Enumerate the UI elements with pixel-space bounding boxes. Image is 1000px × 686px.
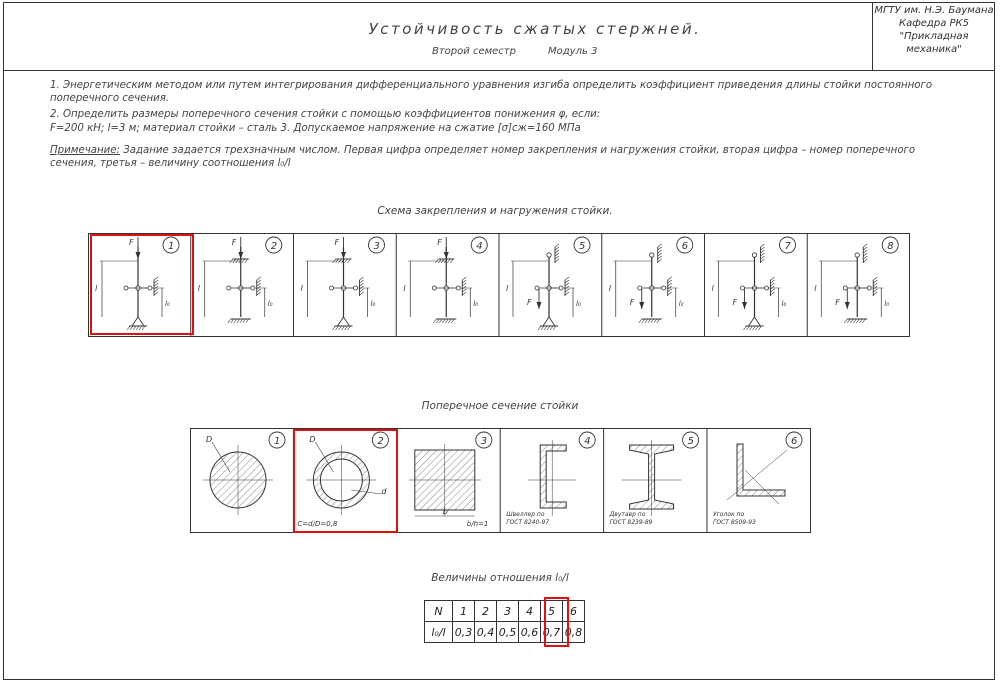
scheme-5: [499, 233, 590, 337]
scheme-number-5: 5: [579, 241, 586, 252]
selected-scheme-highlight: [90, 234, 194, 335]
label-d: d: [381, 487, 387, 496]
header-stamp-divider: [872, 2, 873, 70]
wall-hatch: [360, 289, 364, 292]
wall-hatch: [565, 292, 569, 295]
fixed-hatch: [237, 319, 240, 323]
wall-hatch: [771, 283, 775, 286]
wall-hatch: [761, 250, 765, 253]
scheme-number-8: 8: [887, 241, 894, 252]
wall-hatch: [257, 289, 261, 292]
wall-hatch: [668, 280, 672, 283]
university-stamp: [874, 4, 994, 56]
wall-hatch: [565, 277, 569, 280]
pin-hatch: [750, 326, 753, 330]
side-support: [257, 277, 261, 296]
wall-hatch: [565, 286, 569, 289]
note-text: Задание задается трехзначным числом. Первая цифра определяет номер закрепления и нагружения стойки, вторая цифра – номер поперечного сечения, третья – величину соотношения l₀/l: [50, 145, 916, 169]
fixed-hatch: [246, 319, 249, 323]
ratio-head-6: 6: [563, 601, 585, 622]
fixed-hatch: [240, 319, 243, 323]
left-hinge: [741, 286, 745, 290]
side-support: [360, 277, 364, 296]
force-arrow-head: [238, 252, 243, 259]
top-support: [761, 244, 765, 263]
wall-hatch: [873, 283, 877, 286]
wall-hatch: [555, 253, 559, 256]
pin-hatch: [756, 326, 759, 330]
scheme-4: [396, 233, 487, 337]
wall-hatch: [360, 283, 364, 286]
wall-hatch: [658, 247, 662, 250]
force-arrow-head: [639, 302, 644, 309]
wall-hatch: [658, 253, 662, 256]
wall-hatch: [555, 244, 559, 247]
ground-hatch: [447, 259, 450, 263]
wall-hatch: [668, 292, 672, 295]
ground-hatch: [348, 259, 351, 263]
force-label: F: [231, 238, 237, 247]
ratio-head-2: 2: [475, 601, 497, 622]
pin-hatch: [544, 326, 547, 330]
angle-shape: [737, 444, 785, 496]
wall-hatch: [863, 250, 867, 253]
ratio-value-3: 0,5: [497, 622, 519, 643]
university-line-2: Кафедра РК5: [899, 18, 969, 29]
semester-label: Второй семестр: [432, 46, 516, 57]
rect-note: b/h=1: [466, 520, 489, 528]
fixed-hatch: [642, 319, 645, 323]
left-hinge: [227, 286, 231, 290]
ground-hatch: [245, 259, 248, 263]
channel-shape: [540, 445, 566, 508]
side-support: [873, 277, 877, 296]
ratio-value-6: 0,8: [563, 622, 585, 643]
pin-hatch: [553, 326, 556, 330]
dim-l-label: l: [506, 284, 509, 293]
wall-hatch: [462, 277, 466, 280]
dim-l0-label: l₀: [473, 300, 479, 308]
fixed-hatch: [657, 319, 660, 323]
wall-hatch: [668, 286, 672, 289]
scheme-number-4: 4: [476, 241, 483, 252]
fixed-hatch: [847, 319, 850, 323]
wall-hatch: [360, 286, 364, 289]
force-label: F: [732, 298, 738, 307]
wall-hatch: [555, 247, 559, 250]
label-D: D: [206, 435, 213, 444]
wall-hatch: [873, 286, 877, 289]
ibeam-note-2: ГОСТ 8239-89: [609, 519, 653, 526]
note-label: Примечание:: [50, 145, 120, 156]
university-line-1: МГТУ им. Н.Э. Баумана: [874, 5, 994, 16]
fixed-hatch: [231, 319, 234, 323]
fixed-hatch: [433, 319, 436, 323]
ground-hatch: [242, 259, 245, 263]
sections-caption: Поперечное сечение стойки: [421, 400, 579, 412]
ratio-head-5: 5: [541, 601, 563, 622]
bottom-pin: [538, 317, 558, 330]
wall-hatch: [565, 283, 569, 286]
dim-l-label: l: [300, 284, 303, 293]
task-item-1: 1. Энергетическим методом или путем интегрирования дифференциального уравнения изгиба определить коэффициент приведения длины стойки постоянного поперечного сечения.: [50, 80, 933, 104]
dim-l0-label: l₀: [678, 300, 684, 308]
wall-hatch: [555, 259, 559, 262]
section-number-2: 2: [377, 436, 384, 447]
wall-hatch: [257, 280, 261, 283]
ground-hatch: [450, 259, 453, 263]
wall-hatch: [658, 250, 662, 253]
side-support: [565, 277, 569, 296]
university-line-3: "Прикладная механика": [899, 31, 969, 55]
wall-hatch: [565, 280, 569, 283]
side-support: [462, 277, 466, 296]
task-item-2: 2. Определить размеры поперечного сечения стойки с помощью коэффициентов понижения φ, если:: [50, 109, 601, 120]
scheme-number-1: 1: [168, 241, 175, 252]
wall-hatch: [462, 292, 466, 295]
fixed-hatch: [451, 319, 454, 323]
wall-hatch: [863, 253, 867, 256]
right-hinge: [251, 286, 255, 290]
wall-hatch: [668, 283, 672, 286]
pin-hatch: [541, 326, 544, 330]
cross-sections-strip: [190, 428, 812, 533]
fixed-hatch: [639, 319, 642, 323]
pin-hatch: [747, 326, 750, 330]
ratio-value-label: l₀/l: [425, 622, 453, 643]
wall-hatch: [761, 244, 765, 247]
wall-hatch: [771, 277, 775, 280]
pin-hatch: [759, 326, 762, 330]
pin-hatch: [333, 326, 336, 330]
section-number-6: 6: [791, 436, 798, 447]
section-1: [203, 432, 285, 515]
scheme-8: [807, 233, 898, 337]
angle-note-1: Уголок по: [713, 511, 745, 518]
wall-hatch: [771, 286, 775, 289]
selected-ratio-highlight: [544, 597, 569, 647]
section-6: [707, 428, 802, 533]
wall-hatch: [462, 289, 466, 292]
force-label: F: [835, 298, 840, 307]
wall-hatch: [761, 259, 765, 262]
top-hinge: [650, 253, 654, 257]
channel-note-2: ГОСТ 8240-97: [506, 519, 550, 526]
left-hinge: [843, 286, 847, 290]
force-label: F: [437, 238, 442, 247]
wall-hatch: [565, 289, 569, 292]
fixed-hatch: [243, 319, 246, 323]
wall-hatch: [863, 259, 867, 262]
module-label: Модуль 3: [548, 46, 598, 57]
pin-hatch: [547, 326, 550, 330]
fixed-hatch: [862, 319, 865, 323]
wall-hatch: [873, 289, 877, 292]
right-hinge: [867, 286, 871, 290]
pin-triangle: [749, 317, 761, 326]
right-hinge: [559, 286, 563, 290]
fixed-hatch: [648, 319, 651, 323]
wall-hatch: [555, 256, 559, 259]
section-4: [500, 428, 595, 533]
fixed-hatch: [234, 319, 237, 323]
pin-hatch: [336, 326, 339, 330]
top-support: [658, 244, 662, 263]
fixed-hatch: [645, 319, 648, 323]
axis-diag-2: [745, 470, 779, 504]
ratio-value-4: 0,6: [519, 622, 541, 643]
task-item-2-values: F=200 кН; l=3 м; материал стойки – сталь 3. Допускаемое напряжение на сжатие [σ]сж=160 МПа: [50, 123, 581, 134]
wall-hatch: [658, 259, 662, 262]
dim-l0-label: l₀: [267, 300, 273, 308]
wall-hatch: [462, 283, 466, 286]
pin-hatch: [348, 326, 351, 330]
wall-hatch: [771, 292, 775, 295]
force-arrow-head: [742, 302, 747, 309]
wall-hatch: [761, 256, 765, 259]
dim-l0-label: l₀: [576, 300, 581, 308]
ratio-head-4: 4: [519, 601, 541, 622]
fixed-hatch: [436, 319, 439, 323]
dim-l-label: l: [95, 284, 98, 293]
ratio-head-n: N: [425, 601, 453, 622]
right-hinge: [456, 286, 460, 290]
pin-hatch: [744, 326, 747, 330]
fixed-hatch: [850, 319, 853, 323]
dim-l-label: l: [608, 284, 611, 293]
section-3: [397, 428, 492, 533]
wall-hatch: [462, 280, 466, 283]
bottom-pin: [744, 317, 764, 330]
dim-l-label: l: [814, 284, 817, 293]
scheme-7: [705, 233, 796, 337]
side-support: [771, 277, 775, 296]
section-number-1: 1: [274, 436, 281, 447]
scheme-6: [602, 233, 693, 337]
left-hinge: [535, 286, 539, 290]
right-hinge: [354, 286, 358, 290]
pin-hatch: [345, 326, 348, 330]
pin-hatch: [753, 326, 756, 330]
wall-hatch: [761, 253, 765, 256]
wall-hatch: [257, 277, 261, 280]
left-hinge: [638, 286, 642, 290]
wall-hatch: [771, 289, 775, 292]
wall-hatch: [668, 277, 672, 280]
wall-hatch: [873, 280, 877, 283]
top-hinge: [547, 253, 551, 257]
fixed-hatch: [442, 319, 445, 323]
ratio-value-1: 0,3: [453, 622, 475, 643]
wall-hatch: [658, 244, 662, 247]
scheme-number-7: 7: [784, 241, 791, 252]
wall-hatch: [771, 280, 775, 283]
section-number-4: 4: [584, 436, 591, 447]
fixed-hatch: [228, 319, 231, 323]
scheme-3: [294, 233, 385, 337]
left-hinge: [330, 286, 334, 290]
header-divider: [3, 70, 995, 71]
ring-note: C=d/D=0,8: [297, 520, 338, 528]
label-b: b: [442, 507, 448, 516]
wall-hatch: [360, 277, 364, 280]
sheet-title: Устойчивость сжатых стержней.: [368, 20, 702, 38]
force-label: F: [129, 238, 134, 247]
selected-section-highlight: [293, 429, 398, 533]
wall-hatch: [257, 283, 261, 286]
wall-hatch: [863, 244, 867, 247]
ibeam-note-1: Двутавр по: [609, 511, 646, 518]
pin-hatch: [342, 326, 345, 330]
dim-l0-label: l₀: [165, 300, 170, 308]
task-note: [50, 145, 965, 170]
right-hinge: [662, 286, 666, 290]
force-label: F: [334, 238, 340, 247]
scheme-caption: Схема закрепления и нагружения стойки.: [377, 205, 613, 217]
force-arrow-head: [341, 252, 346, 259]
pin-hatch: [550, 326, 553, 330]
wall-hatch: [257, 292, 261, 295]
scheme-2: [191, 233, 282, 337]
section-number-5: 5: [687, 436, 694, 447]
top-support: [555, 244, 559, 263]
fixed-hatch: [651, 319, 654, 323]
fixed-hatch: [859, 319, 862, 323]
pin-hatch: [538, 326, 541, 330]
ratio-head-3: 3: [497, 601, 519, 622]
label-D: D: [309, 435, 316, 444]
wall-hatch: [863, 256, 867, 259]
ratio-head-1: 1: [453, 601, 475, 622]
pin-triangle: [543, 317, 555, 326]
fixed-hatch: [448, 319, 451, 323]
pin-hatch: [339, 326, 342, 330]
ground-hatch: [345, 259, 348, 263]
top-support: [863, 244, 867, 263]
scheme-number-6: 6: [681, 241, 689, 252]
angle-note-2: ГОСТ 8509-93: [713, 519, 756, 526]
fixed-hatch: [654, 319, 657, 323]
wall-hatch: [761, 247, 765, 250]
force-label: F: [527, 298, 532, 307]
wall-hatch: [668, 289, 672, 292]
fixed-hatch: [439, 319, 442, 323]
wall-hatch: [658, 256, 662, 259]
fixed-hatch: [856, 319, 859, 323]
force-label: F: [629, 298, 635, 307]
wall-hatch: [257, 286, 261, 289]
wall-hatch: [873, 277, 877, 280]
dim-l-label: l: [197, 284, 200, 293]
wall-hatch: [360, 280, 364, 283]
ratio-caption: Величины отношения l₀/l: [431, 572, 569, 584]
side-support: [668, 277, 672, 296]
section-5: [604, 428, 699, 533]
dim-l-label: l: [403, 284, 406, 293]
dim-l-label: l: [711, 284, 714, 293]
scheme-number-2: 2: [270, 241, 278, 252]
ratio-value-5: 0,7: [541, 622, 563, 643]
support-schemes-strip: [88, 233, 910, 337]
fixed-hatch: [445, 319, 448, 323]
top-hinge: [855, 253, 859, 257]
wall-hatch: [462, 286, 466, 289]
channel-note-1: Швеллер по: [506, 511, 545, 518]
right-hinge: [765, 286, 769, 290]
fixed-hatch: [853, 319, 856, 323]
left-hinge: [432, 286, 436, 290]
section-number-3: 3: [480, 436, 488, 447]
top-hinge: [752, 253, 756, 257]
dim-l0-label: l₀: [884, 300, 890, 308]
force-arrow-head: [537, 302, 542, 309]
force-arrow-head: [845, 302, 850, 309]
scheme-number-3: 3: [373, 241, 380, 252]
force-arrow-head: [444, 252, 449, 259]
dim-l0-label: l₀: [370, 300, 376, 308]
wall-hatch: [360, 292, 364, 295]
fixed-hatch: [844, 319, 847, 323]
dim-l0-label: l₀: [781, 300, 787, 308]
wall-hatch: [863, 247, 867, 250]
wall-hatch: [873, 292, 877, 295]
pin-triangle: [338, 317, 350, 326]
ratio-value-2: 0,4: [475, 622, 497, 643]
wall-hatch: [555, 250, 559, 253]
bottom-pin: [333, 317, 353, 330]
